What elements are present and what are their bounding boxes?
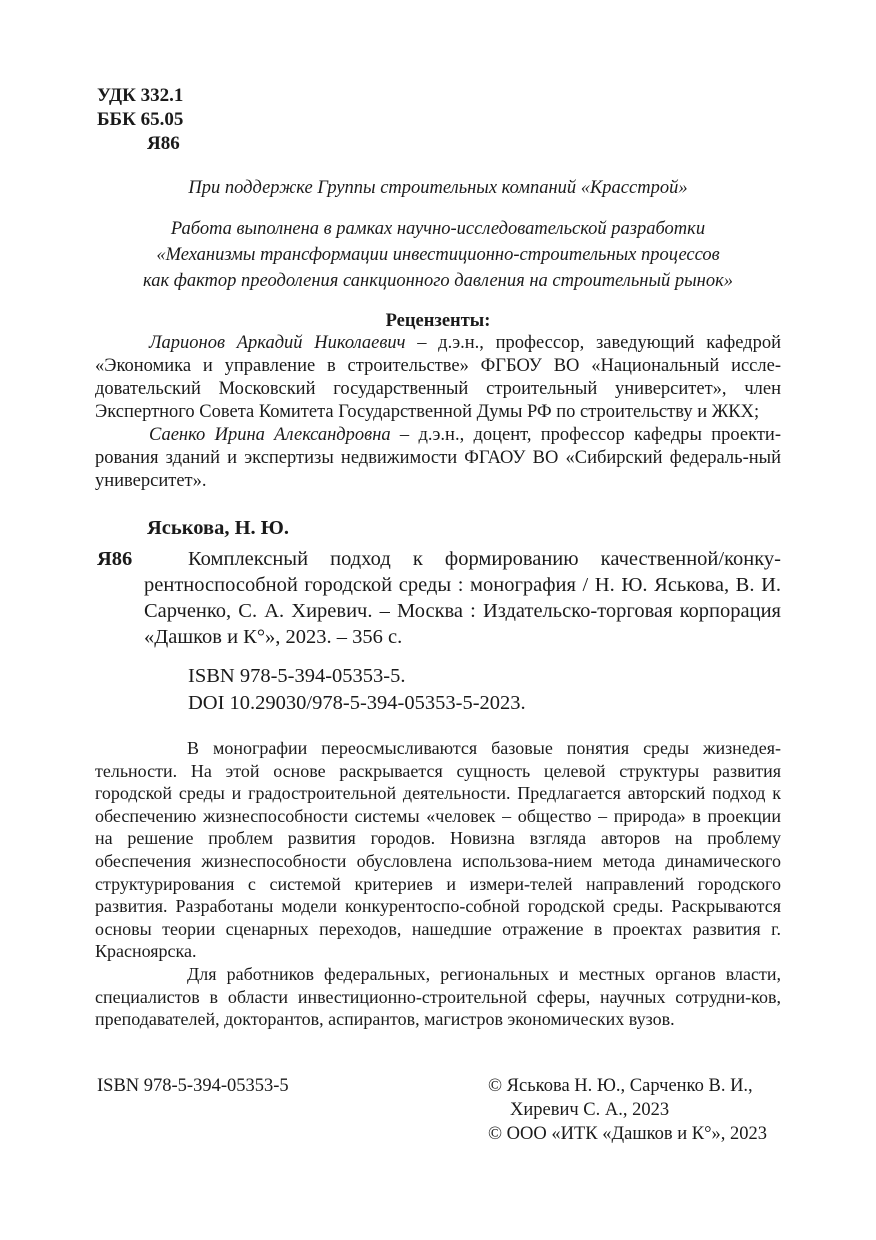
reviewer-name: Ларионов Аркадий Николаевич — [149, 333, 406, 353]
footer-isbn: ISBN 978-5-394-05353-5 — [97, 1076, 289, 1096]
reviewer-entry — [95, 332, 781, 424]
udk-code: УДК 332.1 — [97, 85, 184, 106]
copyright-authors-line: © Яськова Н. Ю., Сарченко В. И., — [488, 1076, 753, 1096]
copyright-authors-line: Хиревич С. А., 2023 — [510, 1100, 670, 1120]
research-note-line: как фактор преодоления санкционного давления на строительный рынок» — [143, 271, 733, 291]
catalog-description-text: Комплексный подход к формированию качественной/конку-рентноспособной городской среды : монография / Н. Ю. Яськова, В. И. Сарченко, С. А. Хиревич. – Москва : Издательско-торговая корпорация «Дашков и К°», 2023. – 356 с. — [144, 548, 781, 648]
catalog-author: Яськова, Н. Ю. — [147, 517, 289, 539]
catalog-isbn: ISBN 978-5-394-05353-5. — [188, 665, 406, 687]
copyright-authors — [488, 1074, 767, 1146]
reviewer-description: – д.э.н., профессор, заведующий кафедрой «Экономика и управление в строительстве» ФГБОУ ВО «Национальный иссле-довательский Московский государственный строительный университет», член Экспертного Совета Комитета Государственной Думы РФ по строительству и ЖКХ; — [95, 333, 781, 422]
catalog-description — [144, 546, 781, 650]
reviewer-description: – д.э.н., доцент, профессор кафедры проекти-рования зданий и экспертизы недвижимости ФГАОУ ВО «Сибирский федераль-ный университет». — [95, 425, 781, 491]
support-note: При поддержке Группы строительных компаний «Красстрой» — [188, 178, 688, 198]
author-mark: Я86 — [147, 133, 180, 154]
reviewer-name: Саенко Ирина Александровна — [149, 425, 391, 445]
reviewers-block — [95, 332, 781, 493]
research-note-line: Работа выполнена в рамках научно-исследовательской разработки — [170, 219, 706, 239]
annotation — [95, 737, 781, 1031]
reviewer-entry — [95, 424, 781, 493]
research-note-line: «Механизмы трансформации инвестиционно-строительных процессов — [156, 245, 720, 265]
reviewers-heading: Рецензенты: — [385, 311, 491, 331]
bbk-code: ББК 65.05 — [97, 109, 184, 130]
annotation-paragraph: В монографии переосмысливаются базовые понятия среды жизнедея-тельности. На этой основе раскрывается сущность целевой структуры развития городской среды и градостроительной деятельности. Предлагается авторский подход к обеспечению жизнеспособности системы «человек – общество – природа» в проекции на решение проблем развития городов. Новизна взгляда авторов на проблему обеспечения жизнеспособности обусловлена использова-нием метода динамического структурирования с системой критериев и измери-телей направлений городского развития. Разработаны модели конкурентоспо-собной городской среды. Раскрываются основы теории сценарных переходов, нашедшие отражение в проектах развития г. Красноярска. — [95, 738, 781, 962]
catalog-doi: DOI 10.29030/978-5-394-05353-5-2023. — [188, 692, 526, 714]
copyright-publisher: © ООО «ИТК «Дашков и К°», 2023 — [488, 1124, 768, 1144]
research-note — [95, 216, 781, 294]
annotation-paragraph: Для работников федеральных, региональных и местных органов власти, специалистов в области инвестиционно-строительной сферы, научных сотрудни-ков, преподавателей, докторантов, аспирантов, магистров экономических вузов. — [95, 963, 781, 1030]
catalog-mark: Я86 — [97, 548, 133, 570]
